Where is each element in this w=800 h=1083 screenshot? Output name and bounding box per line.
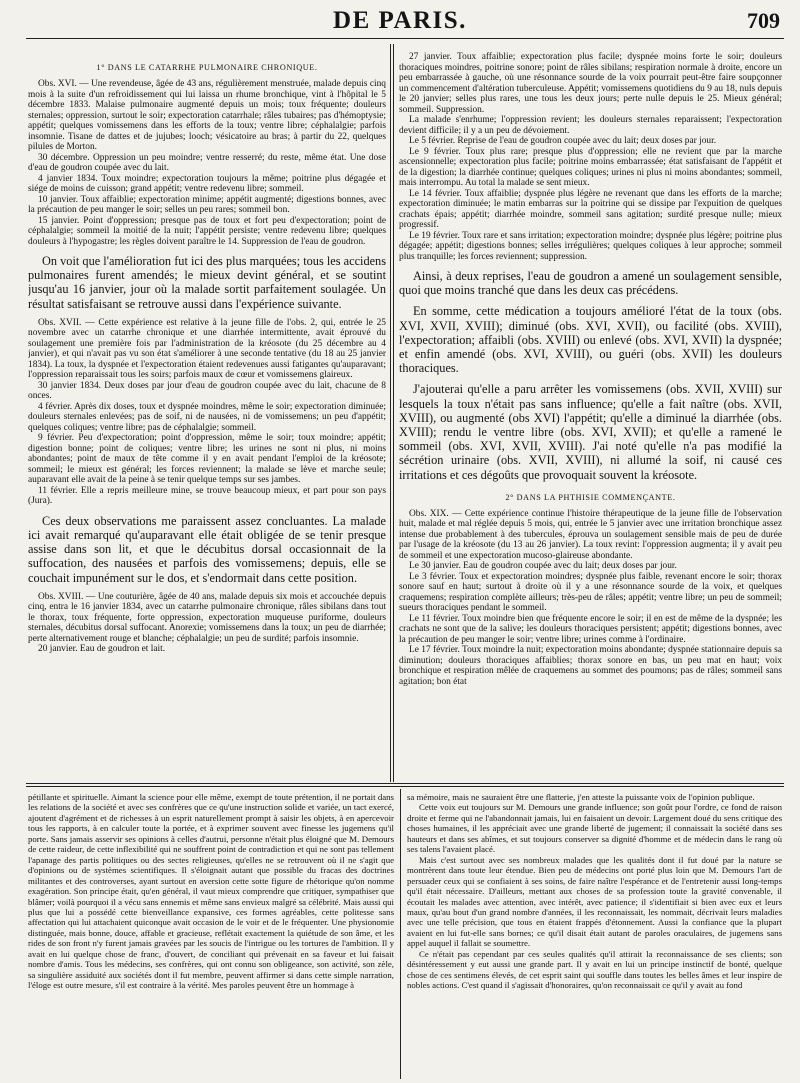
observation-entry: 11 février. Elle a repris meilleure mine, se trouve beaucoup mieux, et part pour son pays (Jura). (28, 485, 386, 507)
observation-entry: Le 3 février. Toux et expectoration moindres; dyspnée plus faible, revenant encore le soir; thorax sonore sauf en haut; surtout à droite où il y a une résonnance sourde de la voix, et quelques craquemens; respiration complète ailleurs; très-peu de râles; appétit; ventre libre; un peu de sommeil; sueurs thoraciques pendant le sommeil. (399, 571, 782, 614)
commentary-paragraph: Ainsi, à deux reprises, l'eau de goudron a amené un soulagement sensible, quoi que moins tranché que dans les deux cas précédens. (399, 269, 782, 298)
observation-entry: 30 décembre. Oppression un peu moindre; ventre resserré; du reste, même état. Une dose d'eau de goudron coupée avec du lait. (28, 152, 386, 173)
commentary-paragraph: Ces deux observations me paraissent assez concluantes. La malade ici avait remarqué qu'auparavant elle était obligée de se tenir presque assise dans son lit, et que le décubitus dorsal occasionnait de la suffocation, des nausées et parfois des vomissemens; depuis, elle se couchait impunément sur le dos, et s'endormait dans cette position. (28, 513, 386, 585)
feuilleton-rule (26, 783, 784, 787)
observation-entry: Obs. XVI. — Une revendeuse, âgée de 43 ans, régulièrement menstruée, malade depuis cinq mois à la suite d'un refroidissement qui lui laissa un rhume bronchique, vint à l'hôpital le 5 décembre 1833. Malaise pulmonaire augmenté depuis un mois; toux fréquente; douleurs sternales; oppression, surtout le soir; expectoration catarrhale; râles tubaires; pas d'hémoptysie; appétit; quelques vomissemens dans les efforts de la toux; ventre libre; céphalalgie; parfois insomnie. Tisane de dattes et de jujubes; looch; vésicatoire au bras; à partir du 22, quelques pilules de Morton. (28, 79, 386, 152)
observation-entry: Obs. XVII. — Cette expérience est relative à la jeune fille de l'obs. 2, qui, entrée le 25 novembre avec un catarrhe chronique et une diarrhée intermittente, avait éprouvé du soulagement une première fois par l'administration de la kréosote (du 25 décembre au 4 janvier), et qui n'avait pas vu son état s'améliorer à une seconde tentative (du 18 au 25 janvier 1834). La toux, la dyspnée et l'expectoration étaient redevenues aussi fatigantes qu'auparavant; l'oppression reparaissait tous les soirs; parfois maux de cœur et vomissemens glaireux. (28, 317, 386, 381)
observation-entry: Obs. XIX. — Cette expérience continue l'histoire thérapeutique de la jeune fille de l'observation huit, malade et mal réglée depuis 5 mois, qui, entrée le 5 janvier avec une irritation bronchique assez intense due probablement à des tubercules, éprouva un soulagement sensible mais de peu de durée par l'usage de la kréosote (du 13 au 26 janvier). La toux revint: l'oppression augmenta; il y avait peu de sommeil et une expectoration mucoso-glaireuse abondante. (399, 508, 782, 561)
observation-entry: 10 janvier. Toux affaiblie; expectoration minime; appétit augmenté; digestions bonnes, avec la précaution de peu manger le soir; selles un peu rares; sommeil bon. (28, 194, 386, 215)
observation-entry: Obs. XVIII. — Une couturière, âgée de 40 ans, malade depuis six mois et accouchée depuis cinq, entra le 16 janvier 1834, avec un catarrhe pulmonaire chronique, râles sibilans dans tout le thorax, toux fréquente, forte oppression, expectoration muqueuse puriforme, douleurs sternales, décubitus dorsal suffocant. Anorexie; vomissemens dans la toux; un peu de diarrhée; perte alternativement rouge et blanche; céphalalgie; un peu de surdité; parfois insomnie. (28, 591, 386, 644)
feuilleton-paragraph: Cette voix eut toujours sur M. Demours une grande influence; son goût pour l'ordre, ce fond de raison droite et ferme qui ne l'abandonnait jamais, lui en faisaient un devoir. Largement doué du sens critique des choses humaines, il les appréciait avec une grande liberté de jugement; il connaissait la société dans ses hauteurs et dans ses abîmes, et sut toujours conserver sa dignité d'homme et de médecin dans le rang où ses talens l'avaient placé. (407, 802, 782, 855)
feuilleton-right-column (407, 792, 782, 1080)
feuilleton-paragraph: pétillante et spirituelle. Aimant la science pour elle même, exempt de toute prétention, il ne portait dans les relations de la société et avec ses confrères que ce qu'une instruction solide et variée, un tact exercé, ajoutent d'agrément et de richesses à un esprit naturellement prompt à saisir les objets, à en apercevoir tous les rapports, à en calculer toute la portée, et à exprimer souvent avec finesse les jugemens qu'il porte. Sans jamais asservir ses opinions à celles d'autrui, personne n'était plus éloigné que M. Demours de cette raideur, de cette inflexibilité qui ne souffrent point de contradiction et qui ne sont pas tellement l'apanage des partis politiques ou des sectes religieuses, qu'elles ne se retrouvent où il ne s'agit que d'opinions ou de systèmes scientifiques. Il s'éloignait autant que possible du fracas des doctrines militantes et des controverses, ayant surtout en aversion cette sotte figure de rhétorique qu'on nomme exagération. Son principe était, qu'en général, il vaut mieux comprendre que critiquer, sympathiser que blâmer; voilà pourquoi il a vécu sans ennemis et même sans envieux malgré sa célébrité. Mais aussi qui plus que lui a possédé cette bienveillance expansive, ces formes agréables, cette politesse sans affectation qui lui attachaient quiconque avait occasion de le voir et de le fréquenter. Une physionomie distinguée, mais bonne, douce, affable et gracieuse, reflétait exactement la quiétude de son âme, et les rides de son front n'y furent jamais gravées par les soucis de l'intrigue ou les tortures de l'ambition. Il y avait en lui quelque chose de franc, d'ouvert, de conciliant qui prévenait en sa faveur et lui faisait nombre d'amis. Tous les médecins, ses confrères, qui ont connu son obligeance, son activité, son zèle, sa singulière assiduité aux sociétés dont il fut membre, peuvent affirmer si dans cette simple narration, l'éloge est outre mesure, s'il est contraire à la vérité. Mes paroles peuvent être un hommage à (28, 792, 394, 991)
feuilleton-left-column (28, 792, 394, 1080)
observation-entry: 4 février. Après dix doses, toux et dyspnée moindres, même le soir; expectoration diminuée; douleurs sternales enlevées; pas de soif, ni de nausées, ni de vomissemens; un peu d'appétit; quelques coliques; ventre libre; pas de céphalalgie; sommeil. (28, 401, 386, 433)
column-divider (400, 789, 401, 1079)
observation-entry: 9 février. Peu d'expectoration; point d'oppression, même le soir; toux moindre; appétit; digestion bonne; point de coliques; ventre libre; les urines ne sont ni plus, ni moins abondantes; point de maux de tête comme il y en avait pendant l'emploi de la kréosote; sommeil; le mieux est général; les forces reviennent; la malade se lève et marche seule; auparavant elle avait de la peine à se tenir quelque temps sur ses jambes. (28, 433, 386, 486)
observation-entry: Le 5 février. Reprise de l'eau de goudron coupée avec du lait; deux doses par jour. (409, 136, 717, 146)
observation-entry: 30 janvier 1834. Deux doses par jour d'eau de goudron coupée avec du lait, chacune de 8 onces. (28, 380, 386, 402)
observation-entry: Le 19 février. Toux rare et sans irritation; expectoration moindre; dyspnée plus légère; poitrine plus dégagée; appétit; digestions bonnes; selles irrégulières; quelques coliques à leur approche; sommeil plus tranquille; les forces reviennent; suppression. (399, 230, 782, 262)
header-rule (26, 38, 784, 39)
commentary-paragraph: On voit que l'amélioration fut ici des plus marquées; tous les accidens pulmonaires furent amendés; le mieux devint général, et se soutint jusqu'au 16 janvier, jour où la malade sortit parfaitement soulagée. Un résultat satisfaisant se retrouve aussi dans l'expérience suivante. (28, 254, 386, 311)
commentary-paragraph: J'ajouterai qu'elle a paru arrêter les vomissemens (obs. XVII, XVIII) sur lesquels la toux n'était pas sans influence; qu'elle a fait naître (obs. XVII, XVIII), ou augmenté (obs XVI) l'appétit; qu'elle a diminué la diarrhée (obs. XVIII); rendu le ventre libre (obs. XVI, XVII); et qu'elle a ramené le sommeil (obs. XVI, XVII, XVIII). J'ai noté qu'elle n'a pas modifié la sécrétion urinaire (obs. XVII, XVIII), ni allumé la soif, ni causé ces irritations et ces dégoûts que provoquait souvent la kréosote. (399, 382, 782, 482)
observation-entry: Le 17 février. Toux moindre la nuit; expectoration moins abondante; dyspnée stationnaire depuis sa diminution; douleurs thoraciques affaiblies; thorax sonore en bas, un peu mat en haut; voix bronchique et respiration mêlée de craquemens au sommet des poumons; pas de râles; sommeil sans agitation; bon état (399, 645, 782, 687)
section-heading: 2° DANS LA PHTHISIE COMMENÇANTE. (505, 492, 676, 502)
commentary-paragraph: En somme, cette médication a toujours amélioré l'état de la toux (obs. XVI, XVII, XVIII); diminué (obs. XVI, XVII), ou facilité (obs. XVIII), l'expectoration; affaibli (obs. XVIII) ou enlevé (obs. XVI, XVII) la dyspnée; et enfin amendé (obs. XVI, XVIII), ou guéri (obs. XVII) les douleurs thoraciques. (399, 304, 782, 376)
observation-entry: Le 14 février. Toux affaiblie; dyspnée plus légère ne revenant que dans les efforts de la marche; expectoration diminuée; le matin embarras sur la poitrine qui se dissipe par l'expuition de quelques crachats épais; appétit; diarrhée moindre, sommeil sans agitation; surdité presque nulle; mieux progressif. (399, 188, 782, 230)
article-right-column (399, 52, 782, 780)
column-divider (390, 44, 394, 782)
feuilleton-paragraph: Mais c'est surtout avec ses nombreux malades que les qualités dont il fut doué par la nature se montrèrent dans toute leur étendue. Bien peu de médecins ont porté plus loin que M. Demours l'art de persuader ceux qui se confiaient à ses soins, de faire naître l'espérance et de l'entretenir aussi long-temps qu'il était nécessaire. D'ailleurs, mettant aux choses de sa profession toute la gravité convenable, il écoutait les malades avec attention, avec intérêt, avec patience; il s'identifiait si bien avec eux et leurs maux, qu'au bout d'un grand nombre d'années, il les reconnaissait, les nommait, décrivait leurs maladies avec une telle précision, que tous en étaient frappés d'étonnement. Aussi la confiance que la plupart avaient en lui fut-elle sans bornes; ce qu'il disait était autant de paroles oraculaires, de jugemens sans appel auquel il fallait se soumettre. (407, 854, 782, 949)
observation-entry: 20 janvier. Eau de goudron et lait. (38, 644, 166, 655)
page-number: 709 (747, 8, 780, 33)
feuilleton-paragraph: Ce n'était pas cependant par ces seules qualités qu'il attirait la reconnaissance de ses clients; son désintéressement y eut aussi une grande part. Il y avait en lui un principe instinctif de bonté, quelque chose de ces sentimens élevés, de cet esprit saint qui souffle dans toutes les belles âmes et leur inspire de nobles actions. C'est quand il s'agissait d'honoraires, qu'on reconnaissait ce qu'il y avait au fond (407, 948, 782, 991)
observation-entry: 4 janvier 1834. Toux moindre; expectoration toujours la même; poitrine plus dégagée et siége de moins de cuisson; grand appétit; ventre redevenu libre; sommeil. (28, 173, 386, 194)
running-head-title: DE PARIS. (333, 7, 467, 34)
observation-entry: Le 30 janvier. Eau de goudron coupée avec du lait; deux doses par jour. (409, 561, 677, 572)
section-heading: 1° DANS LE CATARRHE PULMONAIRE CHRONIQUE. (96, 63, 318, 72)
observation-entry: 15 janvier. Point d'oppression; presque pas de toux et fort peu d'expectoration; point de céphalalgie; sommeil la moitié de la nuit; l'appétit persiste; ventre redevenu libre; quelques douleurs à l'hypogastre; les règles doivent paraître le 14. Suppression de l'eau de goudron. (28, 215, 386, 247)
observation-entry: Le 9 février. Toux plus rare; presque plus d'oppression; elle ne revient que par la marche ascensionnelle; expectoration plus facile; poitrine moins embarrassée; état satisfaisant de l'appétit et de la digestion; la diarrhée continue; quelques coliques; urines ni plus ni moins abondantes; sommeil, mais interrompu. Au total la malade se sent mieux. (399, 146, 782, 188)
feuilleton-paragraph: sa mémoire, mais ne sauraient être une flatterie, j'en atteste la puissante voix de l'opinion publique. (407, 792, 755, 802)
article-left-column (28, 52, 386, 780)
observation-entry: Le 11 février. Toux moindre bien que fréquente encore le soir; il en est de même de la dyspnée; les crachats ne sont que de la salive; les douleurs thoraciques persistent; appétit; digestions bonnes, avec la précaution de peu manger le soir; ventre libre; urines comme à l'ordinaire. (399, 613, 782, 645)
observation-entry: La malade s'enrhume; l'oppression revient; les douleurs sternales reparaissent; l'expectoration devient difficile; il y a un peu de dévoiement. (399, 115, 782, 136)
observation-entry: 27 janvier. Toux affaiblie; expectoration plus facile; dyspnée moins forte le soir; douleurs thoraciques moindres, poitrine sonore; point de râles sibilans; respiration normale à droite, encore un peu embarrassée à gauche, où une résonnance sourde de la voix pourrait peut-être faire soupçonner un commencement d'altération tuberculeuse. Appétit; vomissemens quotidiens du 9 au 18, nuls depuis le 20 janvier; selles plus rares, une tous les deux jours; perte nulle depuis le 25. Mieux général; sommeil. Suppression. (399, 52, 782, 115)
